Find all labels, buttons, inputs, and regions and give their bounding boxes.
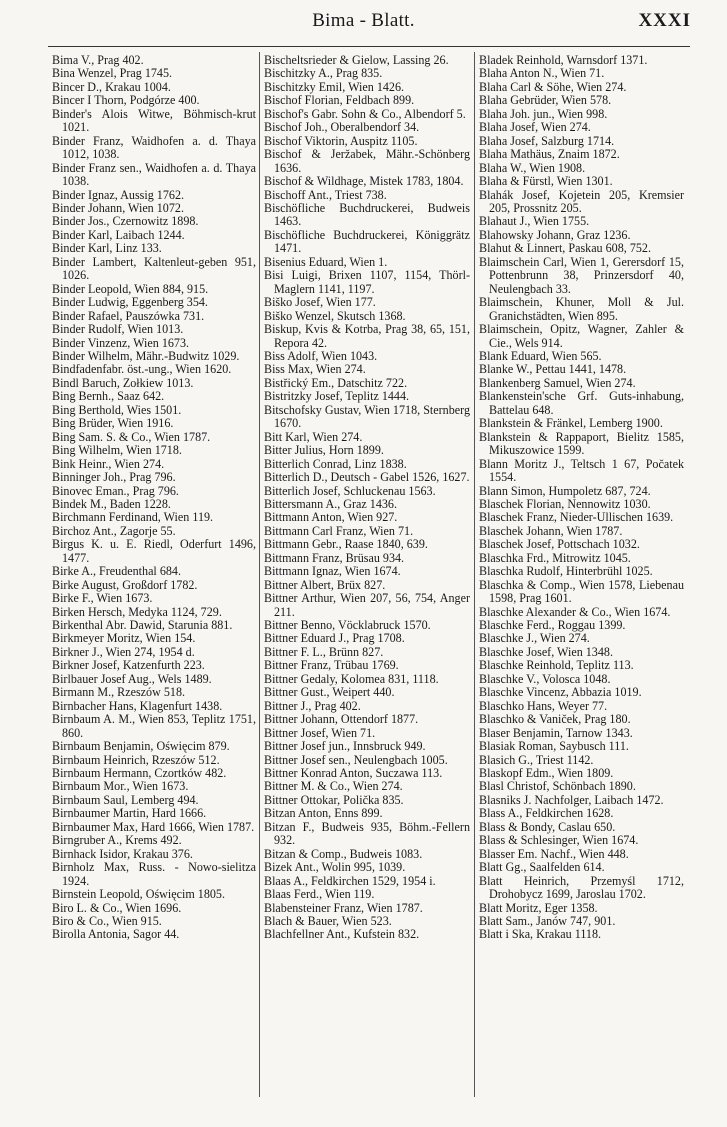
directory-entry: Blasich G., Triest 1142. <box>479 752 594 767</box>
directory-entry: Birken Hersch, Medyka 1124, 729. <box>52 604 222 619</box>
directory-entry: Bing Bernh., Saaz 642. <box>52 389 165 404</box>
directory-entry: Birchoz Ant., Zagorje 55. <box>52 523 176 538</box>
directory-entry: Bischöfliche Buchdruckerei, Budweis 1463. <box>264 200 470 229</box>
directory-entry: Bittner Ottokar, Polička 835. <box>264 792 404 807</box>
directory-entry: Blaha Josef, Salzburg 1714. <box>479 133 615 148</box>
directory-entry: Blaschke Ferd., Roggau 1399. <box>479 618 626 633</box>
directory-entry: Blanke W., Pettau 1441, 1478. <box>479 362 627 377</box>
directory-entry: Birchmann Ferdinand, Wien 119. <box>52 510 214 525</box>
directory-entry: Blasser Em. Nachf., Wien 448. <box>479 846 629 861</box>
directory-entry: Blaha Joh. jun., Wien 998. <box>479 106 608 121</box>
directory-entry: Bitt Karl, Wien 274. <box>264 429 363 444</box>
directory-entry: Bischoff Ant., Triest 738. <box>264 187 387 202</box>
directory-entry: Bing Sam. S. & Co., Wien 1787. <box>52 429 211 444</box>
directory-entry: Bina Wenzel, Prag 1745. <box>52 66 173 81</box>
directory-entry: Bladek Reinhold, Warnsdorf 1371. <box>479 53 648 67</box>
directory-entry: Bittner Gust., Weipert 440. <box>264 685 395 700</box>
directory-entry: Blank Eduard, Wien 565. <box>479 348 602 363</box>
directory-entry: Blatt Moritz, Eger 1358. <box>479 900 598 915</box>
directory-entry: Biro & Co., Wien 915. <box>52 914 162 928</box>
directory-entry: Birnbaumer Martin, Hard 1666. <box>52 806 207 821</box>
directory-entry: Bischof's Gabr. Sohn & Co., Albendorf 5. <box>264 106 466 121</box>
directory-entry: Bittner Arthur, Wien 207, 56, 754, Anger 211. <box>264 591 470 619</box>
directory-entry: Bischof & Wildhage, Mistek 1783, 1804. <box>264 174 464 189</box>
directory-entry: Bisi Luigi, Brixen 1107, 1154, Thörl-Maglern 1141, 1197. <box>264 268 470 296</box>
directory-entry: Bittner Benno, Vöcklabruck 1570. <box>264 618 431 633</box>
directory-entry: Blach & Bauer, Wien 523. <box>264 914 392 928</box>
directory-entry: Bittner Josef jun., Innsbruck 949. <box>264 739 426 754</box>
directory-entry: Binder Ignaz, Aussig 1762. <box>52 187 185 202</box>
directory-entry: Bischitzky A., Prag 835. <box>264 66 383 81</box>
directory-entry: Binder Jos., Czernowitz 1898. <box>52 214 199 229</box>
directory-entry: Blaas Ferd., Wien 119. <box>264 887 375 902</box>
directory-entry: Bisenius Eduard, Wien 1. <box>264 254 388 269</box>
directory-entry: Blaha & Fürstl, Wien 1301. <box>479 174 613 189</box>
directory-entry: Bitzan & Comp., Budweis 1083. <box>264 846 423 861</box>
page-header <box>0 10 727 44</box>
directory-entry: Bitterlich D., Deutsch - Gabel 1526, 1627. <box>264 470 470 485</box>
directory-entry: Bing Wilhelm, Wien 1718. <box>52 443 182 458</box>
directory-entry: Birgus K. u. E. Riedl, Oderfurt 1496, 1477. <box>52 537 256 565</box>
directory-entry: Bittner Eduard J., Prag 1708. <box>264 631 405 646</box>
directory-entry: Bittner Franz, Trübau 1769. <box>264 658 399 673</box>
directory-entry: Bittersmann A., Graz 1436. <box>264 496 398 511</box>
directory-entry: Binder Ludwig, Eggenberg 354. <box>52 295 208 310</box>
directory-entry: Blaser Benjamin, Tarnow 1343. <box>479 725 633 740</box>
directory-entry: Birlbauer Josef Aug., Wels 1489. <box>52 671 212 686</box>
directory-entry: Binder's Alois Witwe, Böhmisch-krut 1021. <box>52 106 256 135</box>
directory-entry: Blankenstein'sche Grf. Guts-inhabung, Battelau 648. <box>479 389 684 417</box>
directory-entry: Biško Josef, Wien 177. <box>264 295 376 310</box>
directory-entry: Biško Wenzel, Skutsch 1368. <box>264 308 406 323</box>
directory-entry: Blaha Carl & Söhe, Wien 274. <box>479 79 627 94</box>
directory-entry: Bing Berthold, Wies 1501. <box>52 402 182 417</box>
directory-entry: Birnbaum Saul, Lemberg 494. <box>52 792 199 807</box>
directory-entry: Bincer I Thorn, Podgórze 400. <box>52 93 200 108</box>
directory-entry: Bitterlich Conrad, Linz 1838. <box>264 456 407 471</box>
directory-entry: Bittmann Anton, Wien 927. <box>264 510 398 525</box>
directory-entry: Blasniks J. Nachfolger, Laibach 1472. <box>479 792 664 807</box>
directory-entry: Bittmann Franz, Brüsau 934. <box>264 550 405 565</box>
directory-entry: Blaschko Hans, Weyer 77. <box>479 698 608 713</box>
directory-entry: Blaimschein, Opitz, Wagner, Zahler & Cie., Wels 914. <box>479 322 684 350</box>
directory-entry: Birkenthal Abr. Dawid, Starunia 881. <box>52 618 233 633</box>
directory-entry: Bittner M. & Co., Wien 274. <box>264 779 403 794</box>
directory-entry: Blaimschein Carl, Wien 1, Gerersdorf 15, Pottenbrunn 38, Prinzersdorf 40, Neulengbach 33. <box>479 254 684 296</box>
directory-entry: Bitterlich Josef, Schluckenau 1563. <box>264 483 436 498</box>
directory-entry: Biskup, Kvis & Kotrba, Prag 38, 65, 151, Repora 42. <box>264 322 470 350</box>
directory-entry: Bittner Josef sen., Neulengbach 1005. <box>264 752 448 767</box>
directory-entry: Blaschke Alexander & Co., Wien 1674. <box>479 604 671 619</box>
directory-entry: Blatt Gg., Saalfelden 614. <box>479 860 605 875</box>
directory-entry: Blankenberg Samuel, Wien 274. <box>479 375 636 390</box>
directory-entry: Bindl Baruch, Zołkiew 1013. <box>52 375 194 390</box>
directory-entry: Blaschek Johann, Wien 1787. <box>479 523 623 538</box>
directory-entry: Bitzan F., Budweis 935, Böhm.-Fellern 932. <box>264 819 470 848</box>
directory-entry: Birngruber A., Krems 492. <box>52 833 182 848</box>
directory-entry: Binder Wilhelm, Mähr.-Budwitz 1029. <box>52 348 240 363</box>
directory-entry: Bittner Gedaly, Kolomea 831, 1118. <box>264 671 439 686</box>
directory-entry: Biss Max, Wien 274. <box>264 362 366 377</box>
directory-entry: Binder Rafael, Pauszówka 731. <box>52 308 205 323</box>
directory-entry: Blaskopf Edm., Wien 1809. <box>479 766 614 781</box>
directory-entry: Bitzan Anton, Enns 899. <box>264 806 383 821</box>
directory-entry: Bischeltsrieder & Gielow, Lassing 26. <box>264 53 449 67</box>
directory-entry: Blaschek Josef, Pottschach 1032. <box>479 537 640 552</box>
column-divider <box>474 52 475 1097</box>
column-1 <box>52 54 256 942</box>
directory-entry: Blaschke Vincenz, Abbazia 1019. <box>479 685 642 700</box>
directory-entry: Blaschke Reinhold, Teplitz 113. <box>479 658 634 673</box>
directory-entry: Birke F., Wien 1673. <box>52 591 153 606</box>
directory-entry: Blaschke J., Wien 274. <box>479 631 590 646</box>
directory-entry: Bitter Julius, Horn 1899. <box>264 443 384 458</box>
directory-entry: Blabensteiner Franz, Wien 1787. <box>264 900 423 915</box>
directory-entry: Binder Lambert, Kaltenleut-geben 951, 1026. <box>52 254 256 283</box>
directory-entry: Birnbaum Mor., Wien 1673. <box>52 779 189 794</box>
directory-entry: Blatt Sam., Janów 747, 901. <box>479 914 616 928</box>
directory-entry: Blaha W., Wien 1908. <box>479 160 586 175</box>
directory-entry: Birke August, Großdorf 1782. <box>52 577 198 592</box>
directory-entry: Bischitzky Emil, Wien 1426. <box>264 79 405 94</box>
directory-entry: Bittmann Gebr., Raase 1840, 639. <box>264 537 428 552</box>
directory-entry: Bittner Josef, Wien 71. <box>264 725 376 740</box>
directory-entry: Blachfellner Ant., Kufstein 832. <box>264 927 420 942</box>
directory-entry: Binder Franz sen., Waidhofen a. d. Thaya 1038. <box>52 160 256 189</box>
directory-entry: Bischof & Jeržabek, Mähr.-Schönberg 1636. <box>264 147 470 175</box>
page-title: Bima - Blatt. <box>312 10 415 31</box>
directory-entry: Binder Franz, Waidhofen a. d. Thaya 1012, 1038. <box>52 133 256 162</box>
directory-entry: Bittner Albert, Brüx 827. <box>264 577 386 592</box>
page-number: XXXI <box>638 10 691 31</box>
directory-entry: Blass A., Feldkirchen 1628. <box>479 806 614 821</box>
directory-entry: Bistřický Em., Datschitz 722. <box>264 375 408 390</box>
directory-entry: Birnbaumer Max, Hard 1666, Wien 1787. <box>52 819 255 834</box>
directory-entry: Blankstein & Fränkel, Lemberg 1900. <box>479 416 663 431</box>
directory-entry: Bittner Konrad Anton, Suczawa 113. <box>264 766 443 781</box>
directory-entry: Blaschka Rudolf, Hinterbrühl 1025. <box>479 564 653 579</box>
column-2 <box>264 54 470 942</box>
directory-entry: Blatt Heinrich, Przemyśl 1712, Drohobycz 1699, Jaroslau 1702. <box>479 873 684 902</box>
directory-entry: Blann Simon, Humpoletz 687, 724. <box>479 483 651 498</box>
directory-entry: Biro L. & Co., Wien 1696. <box>52 900 182 915</box>
directory-entry: Bittmann Ignaz, Wien 1674. <box>264 564 401 579</box>
directory-entry: Birmann M., Rzeszów 518. <box>52 685 186 700</box>
directory-entry: Binder Vinzenz, Wien 1673. <box>52 335 190 350</box>
directory-entry: Blaimschein, Khuner, Moll & Jul. Granichstädten, Wien 895. <box>479 295 684 323</box>
directory-entry: Blaas A., Feldkirchen 1529, 1954 i. <box>264 873 436 888</box>
directory-entry: Birnbaum Heinrich, Rzeszów 512. <box>52 752 220 767</box>
directory-entry: Bink Heinr., Wien 274. <box>52 456 165 471</box>
directory-entry: Bizek Ant., Wolin 995, 1039. <box>264 860 406 875</box>
directory-entry: Bischöfliche Buchdruckerei, Königgrätz 1471. <box>264 227 470 256</box>
directory-entry: Blaschke Josef, Wien 1348. <box>479 644 613 659</box>
directory-entry: Bitschofsky Gustav, Wien 1718, Sternberg 1670. <box>264 402 470 431</box>
directory-entry: Blahaut J., Wien 1755. <box>479 214 590 229</box>
directory-entry: Blahut & Linnert, Paskau 608, 752. <box>479 241 651 256</box>
directory-entry: Bischof Viktorin, Auspitz 1105. <box>264 133 418 148</box>
directory-entry: Blaha Josef, Wien 274. <box>479 120 591 135</box>
directory-entry: Binninger Joh., Prag 796. <box>52 470 176 485</box>
directory-entry: Blaschek Florian, Nennowitz 1030. <box>479 496 651 511</box>
directory-entry: Birnbacher Hans, Klagenfurt 1438. <box>52 698 223 713</box>
directory-entry: Blass & Schlesinger, Wien 1674. <box>479 833 639 848</box>
directory-entry: Blatt i Ska, Krakau 1118. <box>479 927 602 942</box>
directory-entry: Blass & Bondy, Caslau 650. <box>479 819 616 834</box>
directory-entry: Binder Karl, Laibach 1244. <box>52 227 185 242</box>
directory-entry: Birke A., Freudenthal 684. <box>52 564 181 579</box>
directory-entry: Binovec Eman., Prag 796. <box>52 483 179 498</box>
directory-entry: Biss Adolf, Wien 1043. <box>264 348 378 363</box>
directory-entry: Blahák Josef, Kojetein 205, Kremsier 205, Prossnitz 205. <box>479 187 684 215</box>
directory-entry: Bittner Johann, Ottendorf 1877. <box>264 712 419 727</box>
directory-entry: Bindek M., Baden 1228. <box>52 496 171 511</box>
directory-entry: Blaha Mathäus, Znaim 1872. <box>479 147 620 162</box>
directory-entry: Bistritzky Josef, Teplitz 1444. <box>264 389 410 404</box>
column-3 <box>479 54 684 942</box>
directory-entry: Birkner Josef, Katzenfurth 223. <box>52 658 205 673</box>
directory-entry: Bima V., Prag 402. <box>52 53 144 67</box>
directory-entry: Birnhack Isidor, Krakau 376. <box>52 846 193 861</box>
directory-entry: Blahowsky Johann, Graz 1236. <box>479 227 631 242</box>
directory-entry: Blaha Anton N., Wien 71. <box>479 66 605 81</box>
directory-entry: Blasl Christof, Schönbach 1890. <box>479 779 636 794</box>
directory-entry: Blankstein & Rappaport, Bielitz 1585, Mikuszowice 1599. <box>479 429 684 458</box>
header-rule <box>48 46 690 47</box>
directory-entry: Blaschko & Vaniček, Prag 180. <box>479 712 631 727</box>
directory-entry: Birnstein Leopold, Oświęcim 1805. <box>52 887 225 902</box>
directory-entry: Blaschek Franz, Nieder-Ullischen 1639. <box>479 510 674 525</box>
directory-entry: Bittmann Carl Franz, Wien 71. <box>264 523 414 538</box>
directory-entry: Birnbaum Hermann, Czortków 482. <box>52 766 227 781</box>
directory-entry: Binder Rudolf, Wien 1013. <box>52 322 184 337</box>
directory-entry: Bischof Joh., Oberalbendorf 34. <box>264 120 420 135</box>
directory-entry: Birnbaum A. M., Wien 853, Teplitz 1751, 860. <box>52 712 256 740</box>
directory-entry: Blasiak Roman, Saybusch 111. <box>479 739 629 754</box>
directory-entry: Bindfadenfabr. öst.-ung., Wien 1620. <box>52 362 232 377</box>
directory-entry: Birolla Antonia, Sagor 44. <box>52 927 180 942</box>
directory-entry: Birnholz Max, Russ. - Nowo-sielitza 1924. <box>52 860 256 888</box>
directory-entry: Birkmeyer Moritz, Wien 154. <box>52 631 196 646</box>
directory-entry: Blaschka & Comp., Wien 1578, Liebenau 1598, Prag 1601. <box>479 577 684 606</box>
directory-entry: Bincer D., Krakau 1004. <box>52 79 171 94</box>
directory-entry: Blaschka Frd., Mitrowitz 1045. <box>479 550 631 565</box>
directory-entry: Bittner F. L., Brünn 827. <box>264 644 384 659</box>
directory-entry: Binder Karl, Linz 133. <box>52 241 162 256</box>
directory-entry: Blann Moritz J., Teltsch 1 67, Počatek 1554. <box>479 456 684 485</box>
directory-entry: Bittner J., Prag 402. <box>264 698 361 713</box>
directory-entry: Bing Brüder, Wien 1916. <box>52 416 174 431</box>
column-divider <box>259 52 260 1097</box>
directory-entry: Binder Leopold, Wien 884, 915. <box>52 281 209 296</box>
directory-entry: Bischof Florian, Feldbach 899. <box>264 93 415 108</box>
directory-entry: Blaschke V., Volosca 1048. <box>479 671 611 686</box>
directory-entry: Binder Johann, Wien 1072. <box>52 200 184 215</box>
directory-entry: Blaha Gebrüder, Wien 578. <box>479 93 612 108</box>
directory-entry: Birkner J., Wien 274, 1954 d. <box>52 644 195 659</box>
directory-entry: Birnbaum Benjamin, Oświęcim 879. <box>52 739 230 754</box>
